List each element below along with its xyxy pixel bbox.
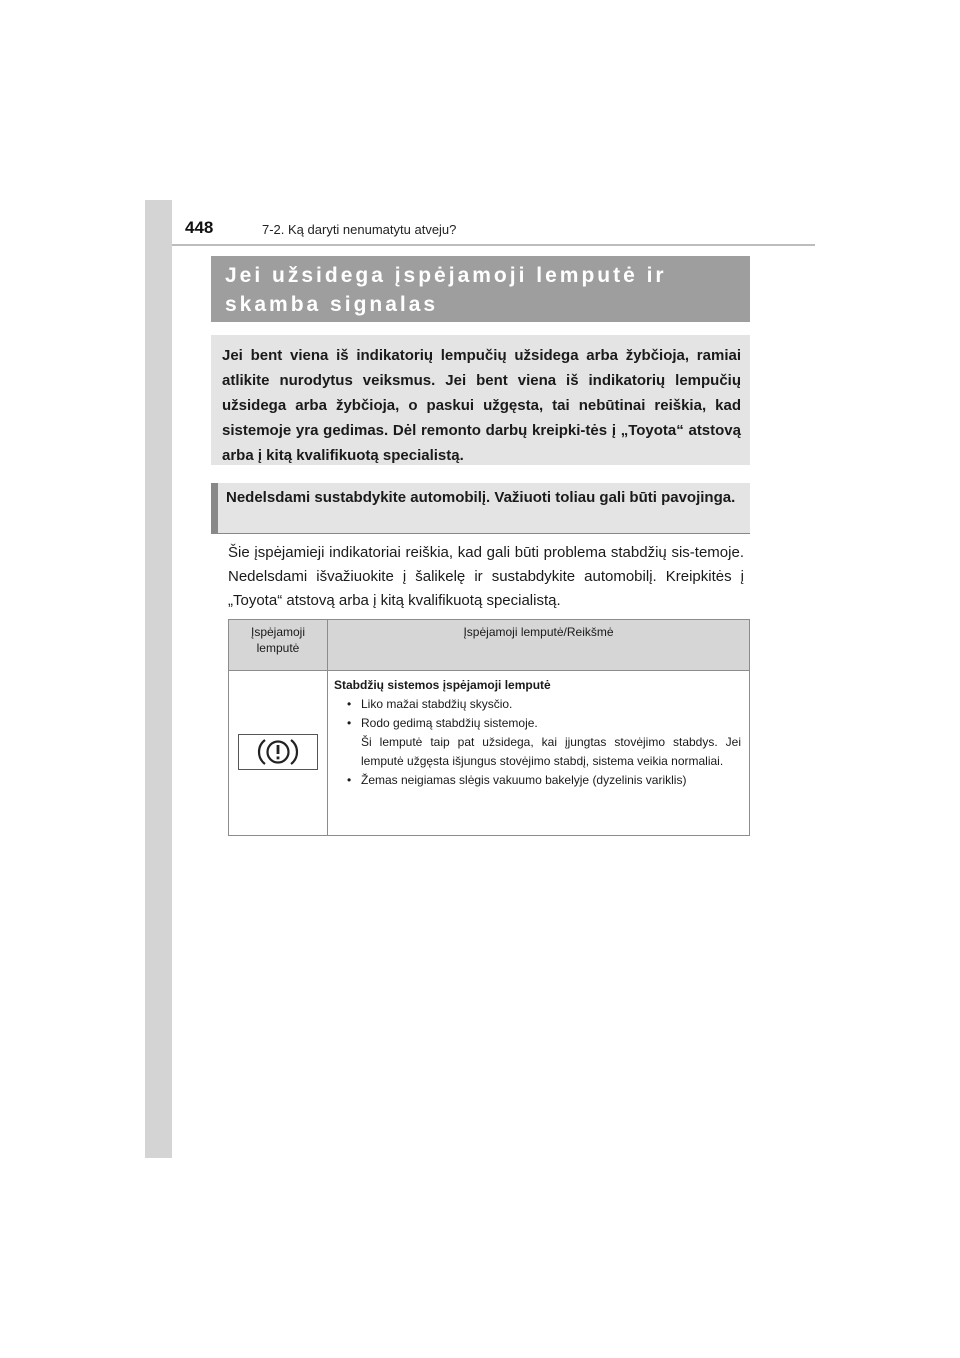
table-header-meaning: Įspėjamoji lemputė/Reikšmė [328, 620, 750, 671]
list-item [334, 771, 741, 790]
bullet-text: Žemas neigiamas slėgis vakuumo bakelyje (dyzelinis variklis) [361, 773, 687, 787]
lamp-title: Stabdžių sistemos įspėjamoji lemputė [334, 678, 551, 692]
body-paragraph: Šie įspėjamieji indikatoriai reiškia, kad gali būti problema stabdžių sis-temoje. Nedelsdami išvažiuokite į šalikelę ir sustabdykite automobilį. Kreipkitės į „Toyota“ atstovą arba į kitą kvalifikuotą specialistą. [228, 544, 744, 609]
table-row [229, 671, 750, 836]
intro-box: Jei bent viena iš indikatorių lempučių užsidega arba žybčioja, ramiai atlikite nurodytus veiksmus. Jei bent viena iš indikatorių lempučių užsidega arba žybčioja, o paskui užgęsta, tai nebūtinai reiškia, kad sistemoje yra gedimas. Dėl remonto darbų kreipki-tės į „Toyota“ atstovą arba į kitą kvalifikuotą specialistą. [211, 335, 750, 465]
table-header-lamp: Įspėjamoji lemputė [229, 620, 328, 671]
bullet-text: Rodo gedimą stabdžių sistemoje. [361, 716, 538, 730]
side-tab-bar [145, 200, 172, 1158]
section-title: Jei užsidega įspėjamoji lemputė ir skamba signalas [211, 256, 750, 322]
warning-lamp-table [228, 619, 750, 836]
bullet-icon: • [347, 697, 352, 711]
bullet-text: Liko mažai stabdžių skysčio. [361, 697, 513, 711]
warning-box: Nedelsdami sustabdykite automobilį. Važiuoti toliau gali būti pavojinga. [211, 483, 750, 534]
table-header-row [229, 620, 750, 671]
page-number: 448 [185, 218, 214, 237]
parking-brake-note: Ši lemputė taip pat užsidega, kai įjungtas stovėjimo stabdys. Jei lemputė užgęsta išjungus stovėjimo stabdį, sistema veikia normaliai. [361, 735, 741, 768]
meaning-list [334, 695, 741, 790]
header-divider [172, 244, 815, 246]
description-cell [328, 671, 750, 836]
brake-warning-icon [238, 734, 318, 770]
list-item [334, 714, 741, 771]
bullet-icon: • [347, 716, 352, 730]
chapter-heading: 7-2. Ką daryti nenumatytu atveju? [262, 222, 457, 237]
bullet-icon: • [347, 773, 352, 787]
list-item [334, 695, 741, 714]
icon-cell [229, 671, 328, 836]
